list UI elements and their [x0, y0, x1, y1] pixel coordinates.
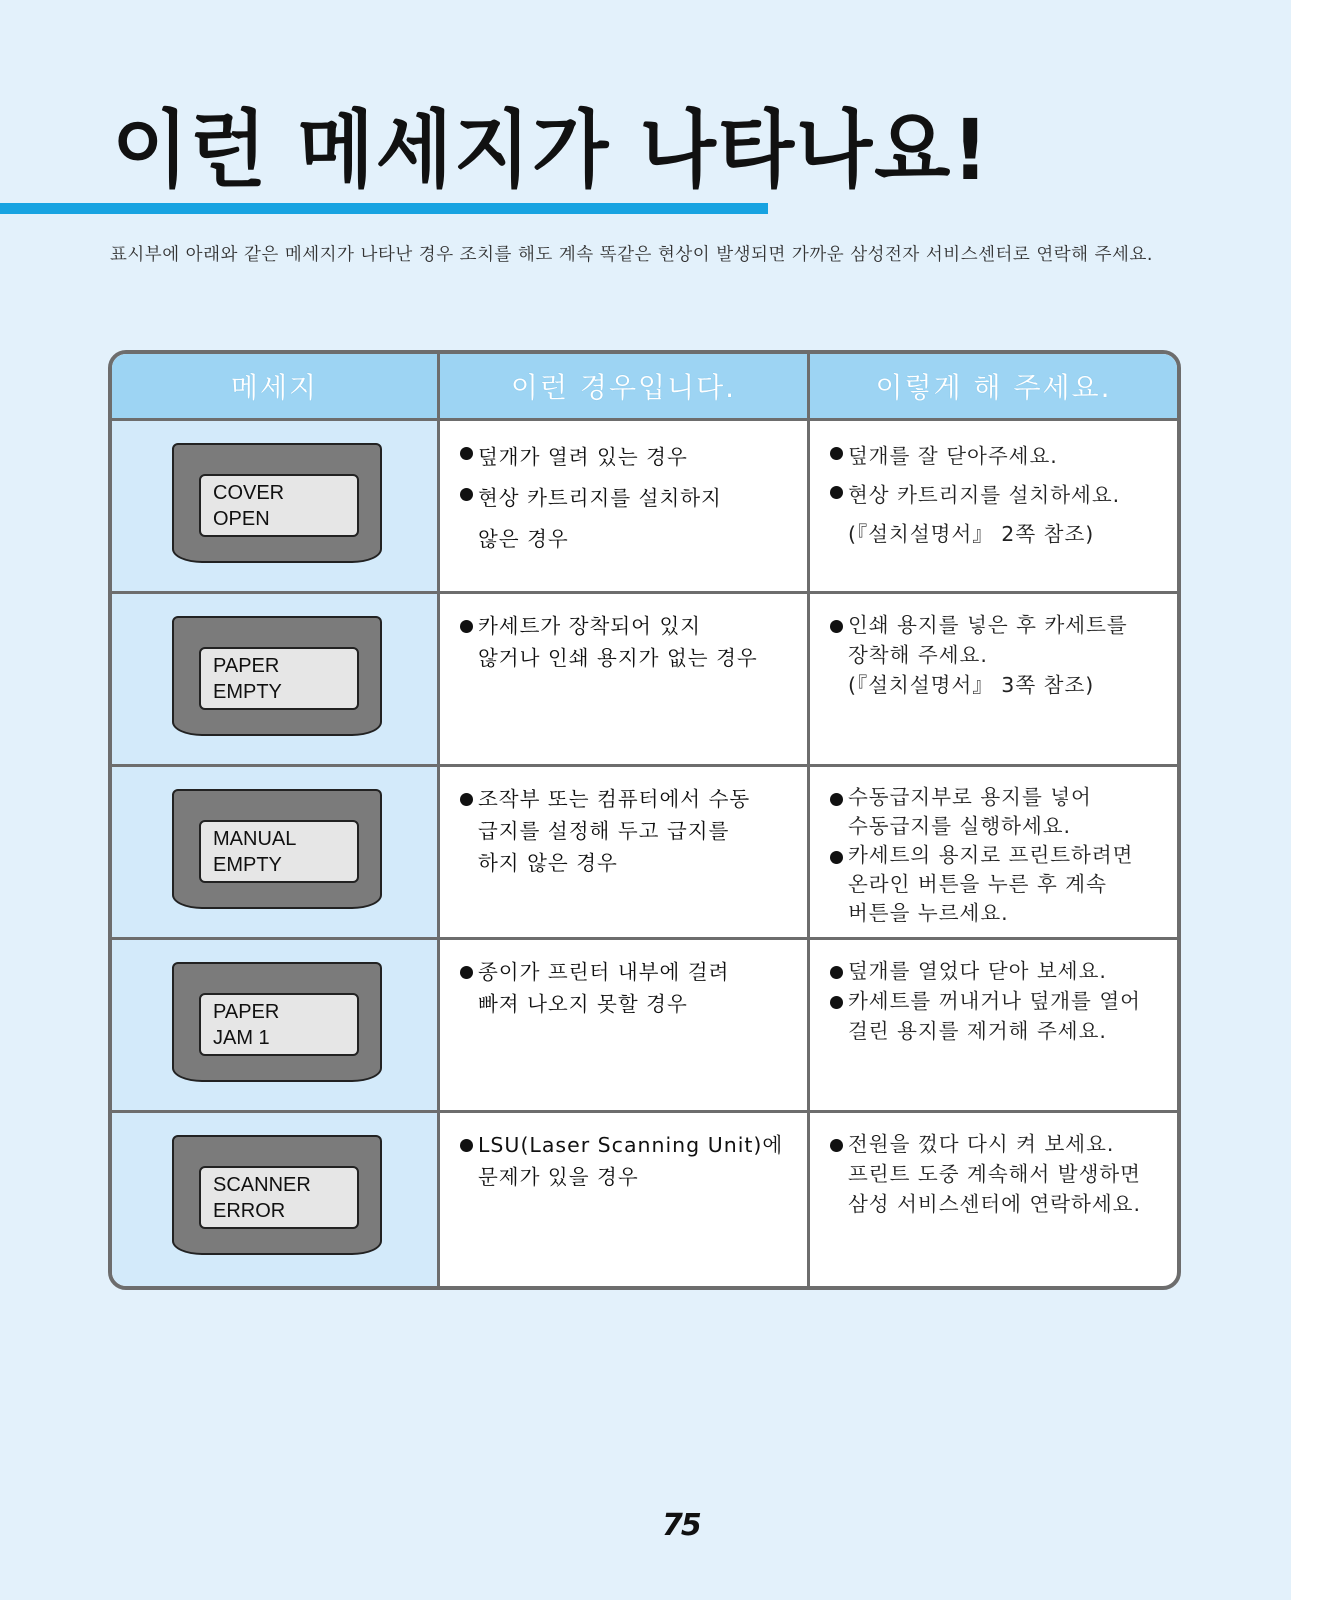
action-bullet-item: 카세트의 용지로 프린트하려면 [828, 841, 1161, 870]
action-text-line: 장착해 주세요. [848, 643, 988, 667]
lcd-text-line: JAM 1 [213, 1027, 270, 1049]
lcd-text-line: EMPTY [213, 854, 282, 876]
cause-bullet-item: 덮개가 열려 있는 경우 [458, 437, 791, 478]
cause-cell [440, 767, 810, 940]
lcd-screen [199, 1166, 359, 1229]
lcd-text-line: EMPTY [213, 681, 282, 703]
cause-cell [440, 1113, 810, 1286]
cause-text-line: 않은 경우 [478, 527, 569, 551]
cause-bullet-item: LSU(Laser Scanning Unit)에 [458, 1129, 791, 1161]
action-text-line: (『설치설명서』 3쪽 참조) [848, 673, 1095, 697]
lcd-text-line: PAPER [213, 1001, 280, 1023]
lcd-text-line: PAPER [213, 655, 280, 677]
lcd-screen [199, 993, 359, 1056]
cause-text-line: 하지 않은 경우 [478, 851, 618, 875]
action-text-line: (『설치설명서』 2쪽 참조) [848, 522, 1095, 546]
lcd-screen [199, 820, 359, 883]
action-cell [810, 421, 1177, 594]
lcd-text-line: OPEN [213, 508, 270, 530]
title-underline [0, 203, 768, 214]
page-number: 75 [662, 1508, 700, 1543]
action-cell [810, 594, 1177, 767]
action-cell [810, 767, 1177, 940]
header-cause: 이런 경우입니다. [440, 354, 810, 421]
cause-cell [440, 940, 810, 1113]
lcd-display-icon [172, 962, 382, 1082]
cause-bullet-item: 종이가 프린터 내부에 걸려 [458, 956, 791, 988]
message-table [108, 350, 1181, 1290]
action-cell [810, 940, 1177, 1113]
action-bullet-item: 현상 카트리지를 설치하세요. [828, 476, 1161, 515]
lcd-text-line: SCANNER [213, 1174, 311, 1196]
table-grid [112, 354, 1177, 1286]
message-cell [112, 1113, 440, 1286]
cause-text-line: 않거나 인쇄 용지가 없는 경우 [478, 646, 758, 670]
cause-cell [440, 421, 810, 594]
message-cell [112, 421, 440, 594]
cause-cell [440, 594, 810, 767]
action-text-line: 걸린 용지를 제거해 주세요. [848, 1019, 1107, 1043]
lcd-text-line: ERROR [213, 1200, 286, 1222]
cause-bullet-item: 조작부 또는 컴퓨터에서 수동 [458, 783, 791, 815]
action-bullet-item: 인쇄 용지를 넣은 후 카세트를 [828, 610, 1161, 640]
action-text-line: 삼성 서비스센터에 연락하세요. [848, 1192, 1141, 1216]
lcd-text-line: COVER [213, 482, 285, 504]
header-message: 메세지 [112, 354, 440, 421]
action-bullet-item: 카세트를 꺼내거나 덮개를 열어 [828, 986, 1161, 1016]
cause-text-line: 급지를 설정해 두고 급지를 [478, 819, 730, 843]
action-text-line: 버튼을 누르세요. [848, 901, 1009, 925]
lcd-display-icon [172, 443, 382, 563]
message-cell [112, 767, 440, 940]
lcd-display-icon [172, 1135, 382, 1255]
message-cell [112, 940, 440, 1113]
lcd-display-icon [172, 616, 382, 736]
lcd-screen [199, 647, 359, 710]
page-title: 이런 메세지가 나타나요! [112, 101, 991, 199]
lcd-screen [199, 474, 359, 537]
action-cell [810, 1113, 1177, 1286]
cause-bullet-item: 현상 카트리지를 설치하지 [458, 478, 791, 519]
action-text-line: 수동급지를 실행하세요. [848, 814, 1072, 838]
cause-bullet-item: 카세트가 장착되어 있지 [458, 610, 791, 642]
action-bullet-item: 전원을 껐다 다시 켜 보세요. [828, 1129, 1161, 1159]
action-bullet-item: 덮개를 잘 닫아주세요. [828, 437, 1161, 476]
header-action: 이렇게 해 주세요. [810, 354, 1177, 421]
action-text-line: 온라인 버튼을 누른 후 계속 [848, 872, 1107, 896]
action-bullet-item: 덮개를 열었다 닫아 보세요. [828, 956, 1161, 986]
lcd-text-line: MANUAL [213, 828, 297, 850]
action-bullet-item: 수동급지부로 용지를 넣어 [828, 783, 1161, 812]
cause-text-line: 문제가 있을 경우 [478, 1165, 639, 1189]
action-text-line: 프린트 도중 계속해서 발생하면 [848, 1162, 1141, 1186]
lcd-display-icon [172, 789, 382, 909]
cause-text-line: 빠져 나오지 못할 경우 [478, 992, 688, 1016]
message-cell [112, 594, 440, 767]
intro-text: 표시부에 아래와 같은 메세지가 나타난 경우 조치를 해도 계속 똑같은 현상이 발생되면 가까운 삼성전자 서비스센터로 연락해 주세요. [110, 244, 1153, 265]
